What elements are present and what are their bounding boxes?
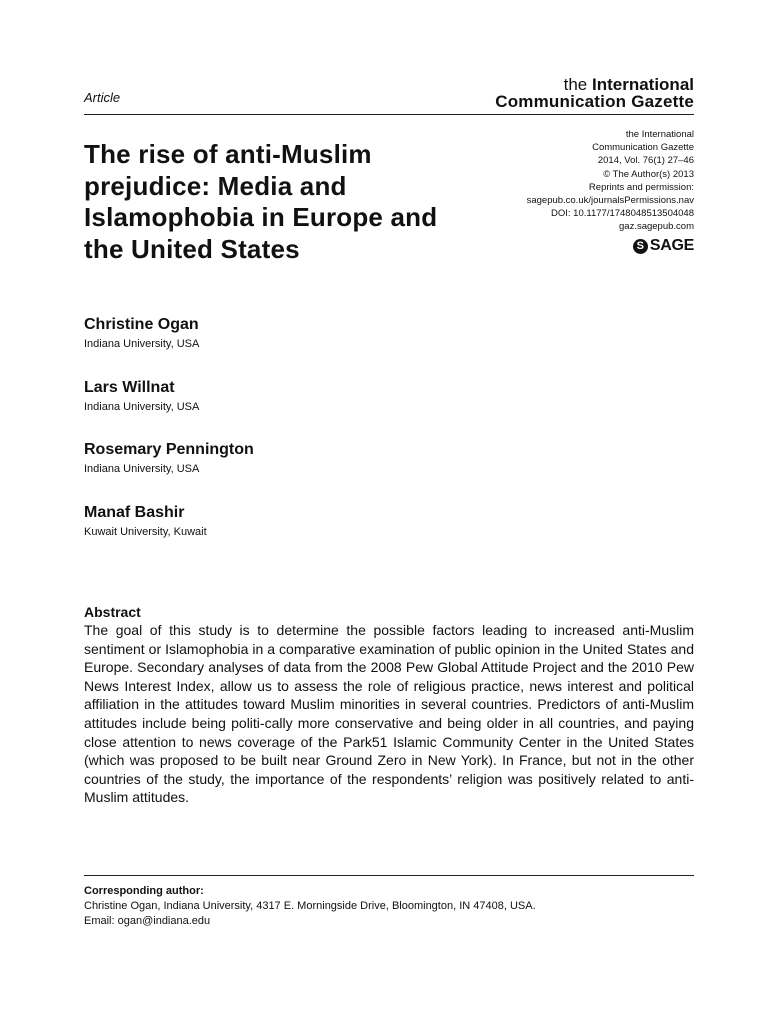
meta-site-link[interactable]: gaz.sagepub.com bbox=[619, 221, 694, 233]
author-block bbox=[84, 378, 199, 414]
meta-journal-2: Communication Gazette bbox=[592, 142, 694, 154]
sage-logo-icon: S bbox=[633, 239, 648, 254]
author-block bbox=[84, 503, 207, 539]
corresponding-author-address: Christine Ogan, Indiana University, 4317 E. Morningside Drive, Bloomington, IN 47408, USA. bbox=[84, 900, 536, 913]
author-block bbox=[84, 440, 254, 476]
article-type-label: Article bbox=[84, 90, 121, 105]
author-name: Rosemary Pennington bbox=[84, 441, 254, 458]
author-affiliation: Kuwait University, Kuwait bbox=[84, 526, 207, 538]
meta-reprints: Reprints and permission: bbox=[588, 181, 694, 193]
corresponding-author-email[interactable]: Email: ogan@indiana.edu bbox=[84, 915, 211, 928]
abstract-heading: Abstract bbox=[84, 604, 141, 620]
author-name: Manaf Bashir bbox=[84, 504, 185, 521]
sage-logo-word: SAGE bbox=[649, 237, 694, 254]
abstract-section bbox=[84, 604, 694, 807]
meta-doi[interactable]: DOI: 10.1177/1748048513504048 bbox=[551, 208, 694, 220]
author-affiliation: Indiana University, USA bbox=[84, 463, 200, 475]
abstract-text: The goal of this study is to determine the possible factors leading to increased anti-Muslim sentiment or Islamophobia in a comparative examination of public opinion in the United States and Europe. Secondary analyses of data from the 2008 Pew Global Attitude Project and the 2010 Pew News Interest Index, allow us to assess the role of religious practice, news interest and political affiliation in the attitudes toward Muslim minorities in several countries. Predictors of anti-Muslim attitudes include being politi-cally more conservative and being older in all countries, and paying close attention to news coverage of the Park51 Islamic Community Center in the United States (which was proposed to be built near Ground Zero in New York). In France, but not in the other countries of the study, the importance of the respondents’ religion was positively related to anti-Muslim attitudes. bbox=[84, 622, 694, 806]
footer-divider bbox=[84, 875, 694, 876]
header-divider bbox=[84, 114, 694, 115]
author-block bbox=[84, 315, 199, 351]
meta-volume: 2014, Vol. 76(1) 27–46 bbox=[597, 155, 694, 167]
meta-copyright: © The Author(s) 2013 bbox=[603, 168, 694, 180]
publication-meta bbox=[527, 128, 694, 234]
journal-logo bbox=[495, 76, 694, 110]
meta-reprints-link[interactable]: sagepub.co.uk/journalsPermissions.nav bbox=[526, 195, 694, 207]
journal-logo-bold: International bbox=[591, 75, 694, 94]
author-affiliation: Indiana University, USA bbox=[84, 401, 200, 413]
meta-journal: the International bbox=[625, 129, 694, 140]
corresponding-author-heading: Corresponding author: bbox=[84, 885, 204, 897]
corresponding-author bbox=[84, 884, 694, 930]
article-title: The rise of anti-Muslim prejudice: Media and Islamophobia in Europe and the United States bbox=[84, 139, 438, 264]
journal-logo-prefix: the bbox=[563, 75, 592, 94]
author-affiliation: Indiana University, USA bbox=[84, 338, 200, 350]
sage-logo bbox=[633, 237, 694, 255]
journal-logo-line2: Communication Gazette bbox=[495, 92, 694, 111]
author-name: Christine Ogan bbox=[84, 316, 199, 333]
author-name: Lars Willnat bbox=[84, 379, 175, 396]
